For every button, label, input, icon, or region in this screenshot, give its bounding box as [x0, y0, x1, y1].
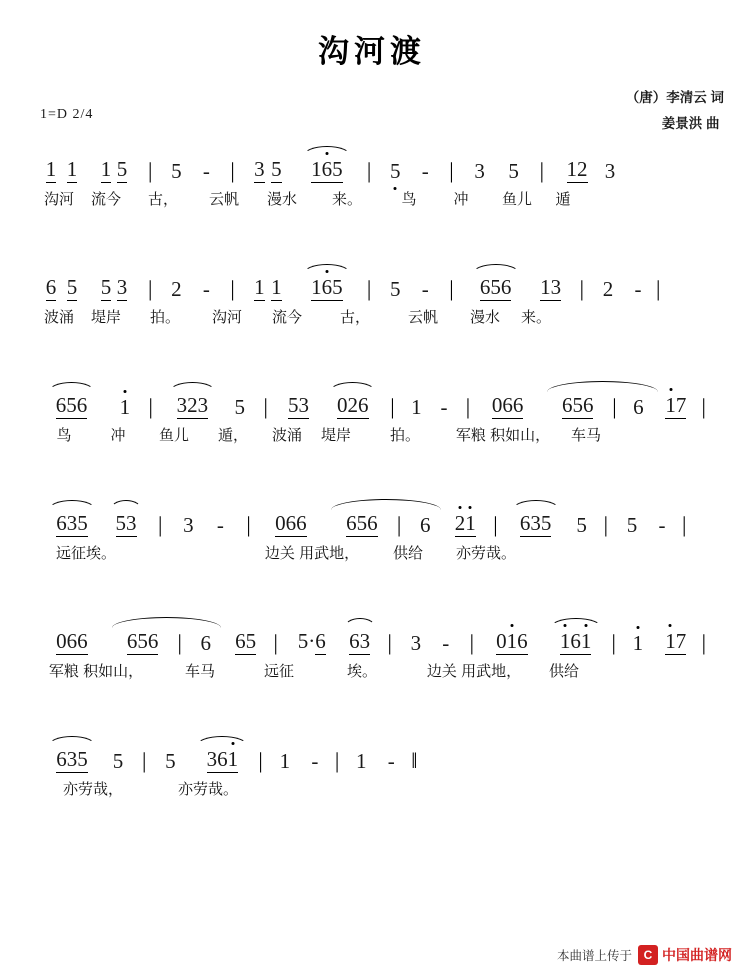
note-dash: - [216, 513, 224, 537]
note: 6 [346, 511, 357, 535]
note: 3 [604, 159, 616, 183]
lyric-syllable: 来。 [331, 191, 362, 208]
note: 2 [187, 393, 198, 417]
key-signature: 1=D 2/4 [40, 107, 94, 122]
note: 5 [356, 511, 368, 535]
note: 3 [66, 511, 78, 535]
barline: | [366, 158, 372, 183]
lyric-syllable: 远征埃。 [55, 545, 116, 562]
composer-credit: 姜景洪 曲 [661, 116, 720, 131]
note: 3 [116, 275, 128, 299]
note: 3 [206, 747, 218, 771]
lyric-syllable: 供给 [548, 663, 579, 680]
note: 6 [200, 631, 212, 655]
barline: | [449, 158, 454, 183]
note: 5 [112, 749, 124, 773]
lyric-syllable: 堤岸 [320, 427, 351, 444]
barline: | [148, 276, 153, 301]
note: 6 [285, 511, 297, 535]
lyric-syllable: 遁 [555, 191, 571, 208]
note: 6 [45, 275, 57, 299]
note-dash: - [442, 631, 450, 655]
note: 3 [183, 513, 194, 537]
note: 6 [66, 629, 78, 653]
note: 6 [570, 629, 581, 653]
note: 5 [66, 275, 78, 299]
barline: | [396, 512, 402, 537]
note: 5 [271, 157, 282, 181]
note: 5 [234, 395, 246, 419]
note: 6 [633, 395, 644, 419]
note: 1 [311, 275, 322, 299]
lyric-syllable: 亦劳哉。 [455, 545, 516, 562]
notation-row [38, 385, 706, 419]
note: 6 [56, 747, 67, 771]
note: 3 [126, 511, 137, 535]
note: 2 [171, 277, 182, 301]
note: 6 [235, 629, 246, 653]
music-system-1 [38, 149, 706, 267]
lyric-syllable: 冲 [110, 427, 126, 444]
barline: | [230, 158, 235, 183]
barline: | [334, 748, 340, 773]
note: 1 [355, 749, 367, 773]
music-system-5 [38, 621, 706, 739]
barline: | [273, 630, 278, 655]
barline: | [230, 276, 235, 301]
note: 0 [275, 511, 286, 535]
note: 0 [491, 393, 503, 417]
note: 1 [279, 749, 291, 773]
lyric-syllable: 沟河 [211, 309, 242, 326]
note: 1 [540, 275, 551, 299]
note: 2 [577, 157, 588, 181]
note: 6 [217, 747, 228, 771]
note-dash: - [202, 277, 210, 301]
note: 6 [147, 629, 159, 653]
note: 6 [517, 629, 528, 653]
note: 6 [77, 629, 88, 653]
barline: | [177, 630, 182, 655]
note-dash: - [202, 159, 210, 183]
lyric-syllable: 古， [339, 309, 370, 326]
note: 3 [530, 511, 541, 535]
lyric-syllable: 远征 [263, 663, 294, 680]
note: 3 [176, 393, 188, 417]
barline: | [158, 512, 163, 537]
note: 3 [474, 159, 485, 183]
note: 1 [66, 157, 78, 181]
note-dash: - [634, 277, 642, 301]
lyrics-row [38, 307, 706, 333]
note: 1 [465, 511, 476, 535]
lyric-syllable: 拍。 [149, 309, 180, 326]
lyric-syllable: 漫水 [469, 309, 500, 326]
lyric-syllable: 冲 [453, 191, 469, 208]
note: 5 [66, 393, 77, 417]
lyric-syllable: 堤岸 [90, 309, 121, 326]
note: 5 [115, 511, 126, 535]
barline: | [142, 748, 147, 773]
lyric-syllable: 流今 [90, 191, 121, 208]
lyrics-row [38, 425, 706, 451]
note: 1 [506, 629, 518, 653]
note: 5 [576, 513, 587, 537]
note: 1 [411, 395, 422, 419]
note: 1 [566, 157, 578, 181]
note: 3 [66, 747, 78, 771]
note: 1 [580, 629, 592, 653]
lyric-syllable: 边关 用武地， [264, 545, 360, 562]
barline: | [366, 276, 372, 301]
lyric-syllable: 古， [147, 191, 178, 208]
lyric-syllable: 车马 [184, 663, 215, 680]
note: 6 [56, 511, 67, 535]
note: 5 [116, 157, 128, 181]
footer-text: 本曲谱上传于 [556, 949, 632, 963]
note: 3 [410, 631, 422, 655]
note: 7 [675, 393, 687, 417]
notation-row [38, 621, 706, 655]
note-dash: - [421, 159, 429, 183]
note: 6 [126, 629, 138, 653]
lyricist-credit: （唐）李清云 词 [625, 90, 724, 105]
lyric-syllable: 流今 [271, 309, 302, 326]
barline: | [387, 630, 392, 655]
barline: | [465, 394, 471, 419]
note: 5 [165, 749, 176, 773]
note: 3 [298, 393, 309, 417]
note: 6 [367, 511, 378, 535]
note: 7 [675, 629, 687, 653]
note: 5 [77, 511, 88, 535]
barline: | [701, 394, 706, 419]
site-logo-icon: C [638, 945, 658, 965]
note: 0 [56, 629, 67, 653]
note: 1 [227, 747, 239, 771]
note: 6 [349, 629, 360, 653]
note: 6 [321, 157, 333, 181]
note: 5 [572, 393, 583, 417]
note: 5 [171, 159, 182, 183]
note: 5 [389, 277, 401, 301]
note: 5 [245, 629, 257, 653]
lyrics-row [38, 189, 706, 215]
music-system-6 [38, 739, 706, 857]
note: 5 [490, 275, 501, 299]
lyric-syllable: 供给 [392, 545, 423, 562]
note: 6 [512, 393, 524, 417]
lyric-syllable: 鱼儿 [501, 191, 532, 208]
note: 1 [665, 629, 676, 653]
note: 5 [389, 159, 401, 183]
lyric-syllable: 来。 [520, 309, 551, 326]
barline: | [603, 512, 609, 537]
lyrics-row [38, 661, 706, 687]
end-barline: ‖ [411, 748, 418, 773]
note: 1 [271, 275, 282, 299]
barline: | [611, 630, 616, 655]
lyric-syllable: 埃。 [346, 663, 377, 680]
score-meta [0, 85, 744, 149]
note: 6 [502, 393, 513, 417]
note: 1 [254, 275, 265, 299]
note: 2 [347, 393, 358, 417]
barline: | [263, 394, 268, 419]
lyric-syllable: 云帆 [407, 309, 438, 326]
note: 6 [479, 275, 491, 299]
note: 6 [419, 513, 431, 537]
barline: | [469, 630, 475, 655]
music-system-3 [38, 385, 706, 503]
barline: | [449, 276, 454, 301]
note: 5 [626, 513, 638, 537]
lyric-syllable: 遁， [217, 427, 248, 444]
note: 5· [297, 629, 316, 653]
note: 6 [296, 511, 307, 535]
note: 3 [359, 629, 371, 653]
lyric-syllable: 拍。 [389, 427, 420, 444]
music-system-4 [38, 503, 706, 621]
lyric-syllable: 鸟 [56, 427, 72, 444]
note: 6 [561, 393, 573, 417]
note: 1 [632, 631, 644, 655]
note: 5 [540, 511, 552, 535]
note-dash: - [658, 513, 666, 537]
site-name[interactable]: 中国曲谱网 [662, 947, 732, 963]
barline: | [539, 158, 545, 183]
note: 6 [358, 393, 369, 417]
note: 5 [508, 159, 519, 183]
barline: | [656, 276, 661, 301]
note: 5 [332, 275, 343, 299]
barline: | [390, 394, 395, 419]
barline: | [148, 158, 153, 183]
note: 3 [197, 393, 209, 417]
note: 3 [254, 157, 265, 181]
note: 1 [665, 393, 676, 417]
lyrics-row [38, 543, 706, 569]
note: 3 [550, 275, 562, 299]
barline: | [701, 630, 706, 655]
note: 5 [77, 747, 88, 771]
note: 1 [45, 157, 57, 181]
barline: | [258, 748, 263, 773]
note: 5 [332, 157, 343, 181]
music-system-2 [38, 267, 706, 385]
note-dash: - [387, 749, 395, 773]
note: 6 [321, 275, 333, 299]
note: 1 [100, 157, 112, 181]
barline: | [493, 512, 498, 537]
footer-watermark [557, 945, 732, 965]
note: 5 [287, 393, 299, 417]
score-page [0, 26, 744, 975]
lyric-syllable: 亦劳哉， [62, 781, 123, 798]
barline: | [246, 512, 251, 537]
note-dash: - [440, 395, 448, 419]
lyric-syllable: 鸟 [401, 191, 417, 208]
lyric-syllable: 云帆 [208, 191, 239, 208]
lyric-syllable: 军粮 积如山， [455, 427, 551, 444]
notation-row [38, 149, 706, 183]
note: 6 [55, 393, 67, 417]
lyric-syllable: 车马 [570, 427, 601, 444]
note: 1 [119, 395, 131, 419]
note: 1 [559, 629, 571, 653]
lyric-syllable: 亦劳哉。 [177, 781, 238, 798]
lyrics-row [38, 779, 706, 805]
lyric-syllable: 鱼儿 [158, 427, 189, 444]
lyric-syllable: 漫水 [266, 191, 297, 208]
note: 6 [582, 393, 594, 417]
lyric-syllable: 波涌 [271, 427, 302, 444]
notation-row [38, 503, 706, 537]
note: 2 [602, 277, 614, 301]
note: 2 [454, 511, 466, 535]
note: 0 [496, 629, 507, 653]
notation-row [38, 267, 706, 301]
notation-row [38, 739, 706, 773]
note: 6 [519, 511, 531, 535]
note: 0 [337, 393, 348, 417]
note: 6 [76, 393, 88, 417]
lyric-syllable: 波涌 [43, 309, 74, 326]
lyric-syllable: 军粮 积如山， [48, 663, 144, 680]
barline: | [579, 276, 585, 301]
note-dash: - [311, 749, 319, 773]
note: 1 [311, 157, 322, 181]
page-title: 沟河渡 [318, 34, 426, 69]
note: 5 [100, 275, 112, 299]
note: 5 [137, 629, 148, 653]
note: 6 [500, 275, 512, 299]
barline: | [682, 512, 687, 537]
note-dash: - [421, 277, 429, 301]
barline: | [148, 394, 153, 419]
credits [626, 85, 724, 137]
barline: | [612, 394, 617, 419]
note: 6 [315, 629, 326, 653]
lyric-syllable: 沟河 [43, 191, 74, 208]
lyric-syllable: 边关 用武地， [426, 663, 522, 680]
